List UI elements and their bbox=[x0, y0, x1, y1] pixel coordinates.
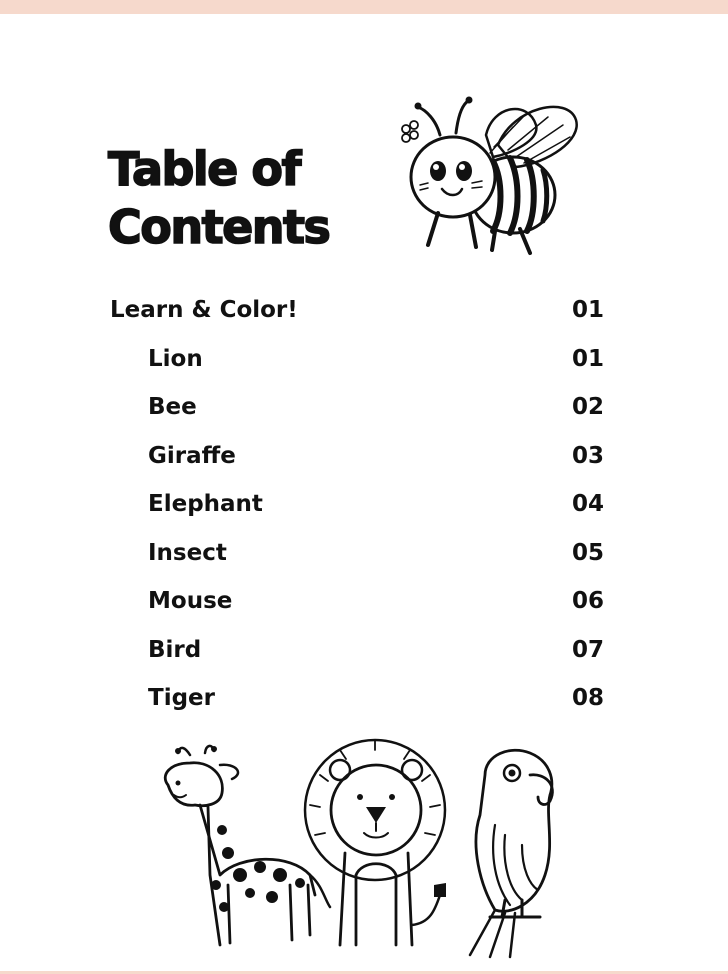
animals-illustration bbox=[150, 735, 580, 960]
toc-item-label: Lion bbox=[148, 346, 203, 372]
toc-item-bee[interactable] bbox=[0, 389, 728, 425]
toc-section-row[interactable] bbox=[0, 292, 728, 328]
parrot-illustration bbox=[470, 750, 552, 957]
toc-item-page: 06 bbox=[572, 588, 605, 614]
toc-item-page: 07 bbox=[572, 637, 605, 663]
toc-item-mouse[interactable] bbox=[0, 583, 728, 619]
toc-section-page: 01 bbox=[572, 297, 605, 323]
page-title bbox=[108, 140, 408, 256]
toc-item-page: 05 bbox=[572, 540, 605, 566]
toc-item-label: Mouse bbox=[148, 588, 233, 614]
toc-item-label: Bee bbox=[148, 394, 197, 420]
toc-item-giraffe[interactable] bbox=[0, 438, 728, 474]
top-accent-band bbox=[0, 0, 728, 14]
bee-illustration bbox=[398, 95, 583, 257]
toc-item-label: Bird bbox=[148, 637, 202, 663]
toc-item-label: Elephant bbox=[148, 491, 263, 517]
toc-section-label: Learn & Color! bbox=[110, 297, 298, 323]
toc-item-label: Giraffe bbox=[148, 443, 236, 469]
toc-item-label: Tiger bbox=[148, 685, 215, 711]
giraffe-illustration bbox=[165, 746, 330, 945]
toc-item-lion[interactable] bbox=[0, 341, 728, 377]
toc-item-insect[interactable] bbox=[0, 535, 728, 571]
lion-illustration bbox=[305, 740, 446, 945]
title-line-2: Contents bbox=[108, 200, 330, 254]
toc-item-page: 01 bbox=[572, 346, 605, 372]
toc-item-page: 02 bbox=[572, 394, 605, 420]
toc-item-page: 03 bbox=[572, 443, 605, 469]
title-line-1: Table of bbox=[108, 142, 301, 196]
toc-item-page: 04 bbox=[572, 491, 605, 517]
toc-item-elephant[interactable] bbox=[0, 486, 728, 522]
toc-item-bird[interactable] bbox=[0, 632, 728, 668]
toc-item-label: Insect bbox=[148, 540, 227, 566]
toc-item-tiger[interactable] bbox=[0, 680, 728, 716]
toc-item-page: 08 bbox=[572, 685, 605, 711]
